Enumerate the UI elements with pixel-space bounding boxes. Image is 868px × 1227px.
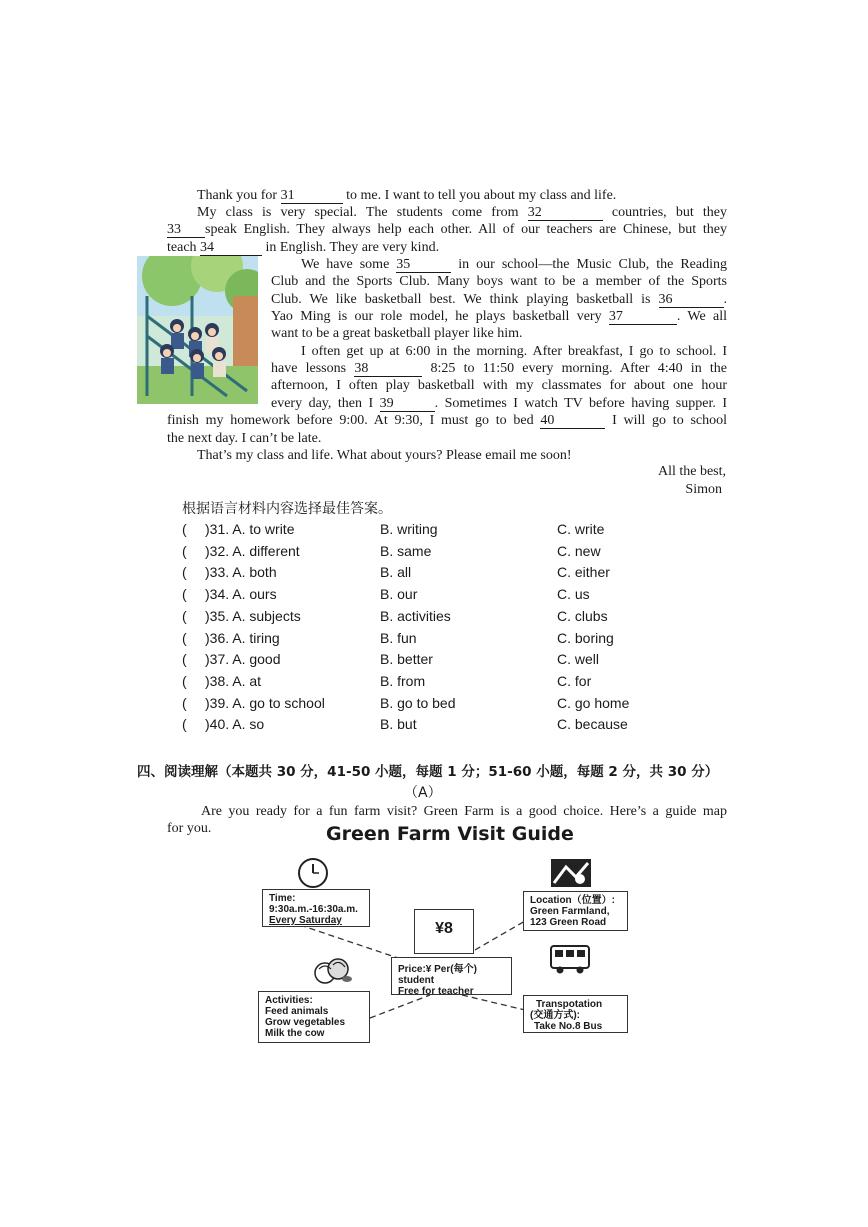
passage-line: That’s my class and life. What about yours? Please email me soon! <box>197 448 572 463</box>
transport-box: Transpotation (交通方式): Take No.8 Bus <box>523 995 628 1033</box>
clock-icon <box>297 857 329 889</box>
passage-line: Thank you for 31 to me. I want to tell you about my class and life. <box>197 188 617 203</box>
option-b: B. go to bed <box>380 694 456 711</box>
answer-paren: ( <box>182 521 187 537</box>
option-a: )35. A. subjects <box>205 607 301 624</box>
passage-line: I often get up at 6:00 in the morning. After breakfast, I go to school. I <box>301 344 727 359</box>
passage-line: teach 34 in English. They are very kind. <box>167 240 440 255</box>
option-c: C. either <box>557 564 610 581</box>
passage-line: have lessons 38 8:25 to 11:50 every morning. After 4:40 in the <box>271 361 728 376</box>
passage-line: want to be a great basketball player like him. <box>271 326 523 341</box>
time-box: Time: 9:30a.m.-16:30a.m. Every Saturday <box>262 889 370 927</box>
answer-paren: ( <box>182 672 187 689</box>
option-a: )37. A. good <box>205 651 281 668</box>
passage-line: afternoon, I often play basketball with my classmates for about one hour <box>271 378 727 393</box>
blank-31: 31 <box>281 189 343 204</box>
option-a: )40. A. so <box>205 716 265 733</box>
passage-line: 33 speak English. They always help each other. All of our teachers are Chinese, but they <box>167 222 727 237</box>
vegetables-icon <box>313 955 353 987</box>
option-c: C. us <box>557 586 590 603</box>
answer-paren: ( <box>182 694 187 711</box>
answer-paren: ( <box>182 629 187 646</box>
answer-paren: ( <box>182 607 187 624</box>
answer-paren: ( <box>182 542 187 559</box>
option-b: B. all <box>380 564 412 581</box>
activities-box: Activities: Feed animals Grow vegetables Milk the cow <box>258 991 370 1043</box>
intro-line: Are you ready for a fun farm visit? Green Farm is a good choice. Here’s a guide map <box>201 804 727 819</box>
passage-line: Club. We like basketball best. We think playing basketball is 36 . <box>271 292 727 307</box>
option-b: B. from <box>380 672 426 689</box>
option-a: )38. A. at <box>205 672 262 689</box>
passage-line: Yao Ming is our role model, he plays basketball very 37 . We all <box>271 309 728 324</box>
option-a: )31. A. to write <box>205 521 295 537</box>
blank-36: 36 <box>659 293 724 308</box>
answer-paren: ( <box>182 586 187 603</box>
passage-line: the next day. I can’t be late. <box>167 431 322 446</box>
section-heading: 四、阅读理解（本题共 30 分，41-50 小题，每题 1 分；51-60 小题，每题 2 分，共 30 分） <box>137 764 719 780</box>
option-a: )39. A. go to school <box>205 694 325 711</box>
price-box: Price:¥ Per(每个) student Free for teacher <box>391 957 512 995</box>
passage-line: every day, then I 39 . Sometimes I watch TV before having supper. I <box>271 396 727 411</box>
option-c: C. go home <box>557 694 630 711</box>
closing: All the best, <box>657 464 726 479</box>
map-icon <box>550 857 592 889</box>
option-c: C. write <box>557 521 605 537</box>
blank-33: 33 <box>167 223 205 238</box>
option-c: C. for <box>557 672 592 689</box>
passage-line: Club and the Sports Club. Many boys want to be a member of the Sports <box>271 274 727 289</box>
blank-32: 32 <box>528 206 603 221</box>
option-c: C. boring <box>557 629 614 646</box>
price-tag: ¥8 <box>414 909 474 954</box>
answer-paren: ( <box>182 716 187 733</box>
option-c: C. because <box>557 716 628 733</box>
instruction: 根据语言材料内容选择最佳答案。 <box>182 501 392 517</box>
passage-line: My class is very special. The students come from 32 countries, but they <box>197 205 728 220</box>
blank-34: 34 <box>200 241 262 256</box>
signature: Simon <box>685 482 722 497</box>
option-b: B. but <box>380 716 417 733</box>
option-a: )34. A. ours <box>205 586 277 603</box>
option-c: C. well <box>557 651 600 668</box>
answer-paren: ( <box>182 651 187 668</box>
option-b: B. fun <box>380 629 417 646</box>
passage-line: We have some 35 in our school—the Music Club, the Reading <box>301 257 727 272</box>
blank-35: 35 <box>396 258 451 273</box>
blank-40: 40 <box>540 414 605 429</box>
intro-line: for you. <box>167 821 212 836</box>
option-a: )33. A. both <box>205 564 277 581</box>
passage-line: finish my homework before 9:00. At 9:30, I must go to bed 40 I will go to school <box>167 413 727 428</box>
option-b: B. writing <box>380 521 438 537</box>
option-b: B. same <box>380 542 432 559</box>
option-a: )36. A. tiring <box>205 629 280 646</box>
guide-title: Green Farm Visit Guide <box>326 823 574 845</box>
option-a: )32. A. different <box>205 542 300 559</box>
blank-38: 38 <box>354 362 422 377</box>
location-box: Location（位置）: Green Farmland, 123 Green Road <box>523 891 628 931</box>
option-b: B. our <box>380 586 418 603</box>
option-c: C. new <box>557 542 601 559</box>
option-b: B. better <box>380 651 433 668</box>
blank-37: 37 <box>609 310 677 325</box>
option-c: C. clubs <box>557 607 608 624</box>
blank-39: 39 <box>380 397 435 412</box>
part-label: （A） <box>404 785 442 801</box>
option-b: B. activities <box>380 607 451 624</box>
bus-icon <box>549 943 591 975</box>
answer-paren: ( <box>182 564 187 581</box>
